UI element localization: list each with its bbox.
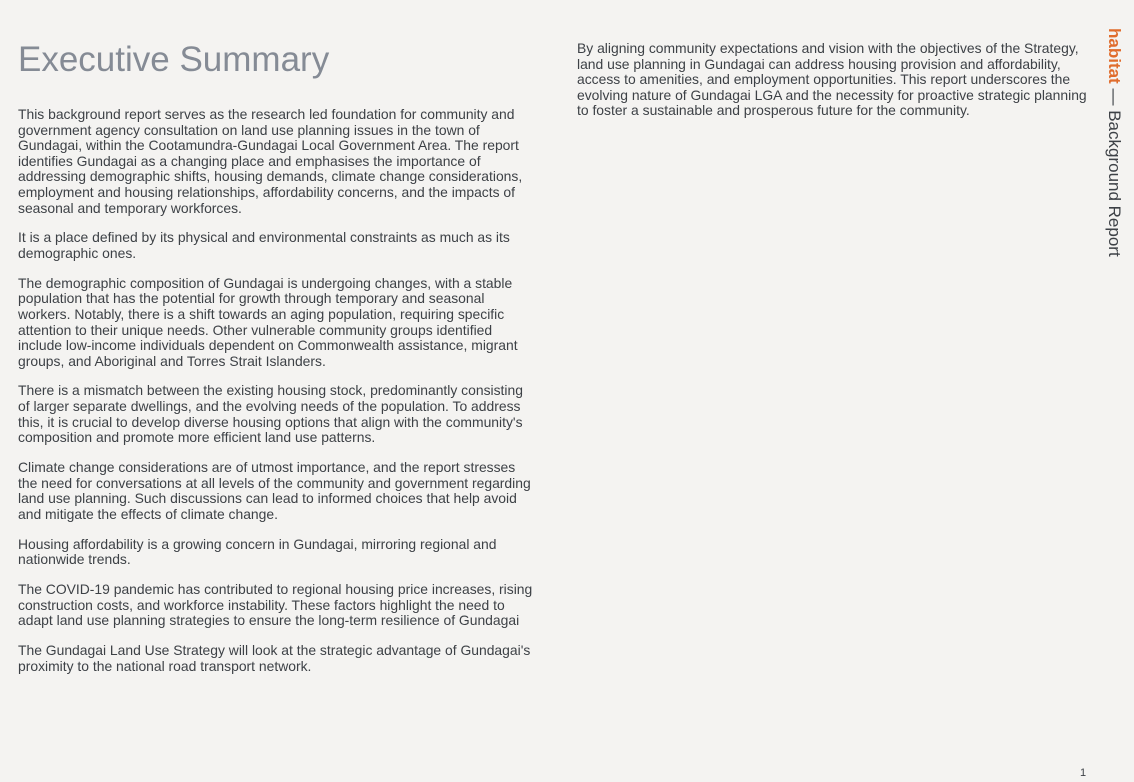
paragraph: Climate change considerations are of utmost importance, and the report stresses the need for conversations at all levels of the community and government regarding land use planning. Such discussions can lead to informed choices that help avoid and mitigate the effects of climate change. — [18, 459, 531, 522]
paragraph: By aligning community expectations and vision with the objectives of the Strategy, land use planning in Gundagai can address housing provision and affordability, access to amenities, and employment opportunities. This report underscores the evolving nature of Gundagai LGA and the necessity for proactive strategic planning to foster a sustainable and prosperous future for the community. — [577, 40, 1087, 119]
page-number: 1 — [1080, 767, 1087, 779]
right-column — [577, 41, 1087, 133]
paragraph: The COVID-19 pandemic has contributed to regional housing price increases, rising construction costs, and workforce instability. These factors highlight the need to adapt land use planning strategies to ensure the long-term resilience of Gundagai — [18, 580, 533, 629]
paragraph: This background report serves as the research led foundation for community and government agency consultation on land use planning issues in the town of Gundagai, within the Cootamundra-Gundagai Local Government Area. The report identifies Gundagai as a changing place and emphasises the importance of addressing demographic shifts, housing demands, climate change considerations, employment and housing relationships, affordability concerns, and the impacts of seasonal and temporary workforces. — [18, 106, 523, 216]
paragraph: It is a place defined by its physical and environmental constraints as much as its demographic ones. — [18, 229, 510, 261]
paragraph: Housing affordability is a growing concern in Gundagai, mirroring regional and nationwide trends. — [18, 535, 497, 568]
brand-name: habitat — [1105, 28, 1124, 84]
paragraph: The demographic composition of Gundagai is undergoing changes, with a stable population that has the potential for growth through temporary and seasonal workers. Notably, there is a shift towards an aging population, requiring specific attention to their unique needs. Other vulnerable community groups identified include low-income individuals dependent on Commonwealth assistance, migrant groups, and Aboriginal and Torres Strait Islanders. — [18, 274, 518, 369]
page-title: Executive Summary — [18, 40, 330, 79]
left-column — [18, 107, 534, 688]
paragraph: There is a mismatch between the existing housing stock, predominantly consisting of larger separate dwellings, and the evolving needs of the population. To address this, it is crucial to develop diverse housing options that align with the community's composition and promote more efficient land use patterns. — [18, 382, 523, 446]
label-separator: — — [1105, 88, 1124, 106]
side-report-label — [1104, 28, 1124, 257]
paragraph: The Gundagai Land Use Strategy will look at the strategic advantage of Gundagai's proximity to the national road transport network. — [18, 641, 531, 674]
report-type-label: Background Report — [1105, 110, 1124, 257]
